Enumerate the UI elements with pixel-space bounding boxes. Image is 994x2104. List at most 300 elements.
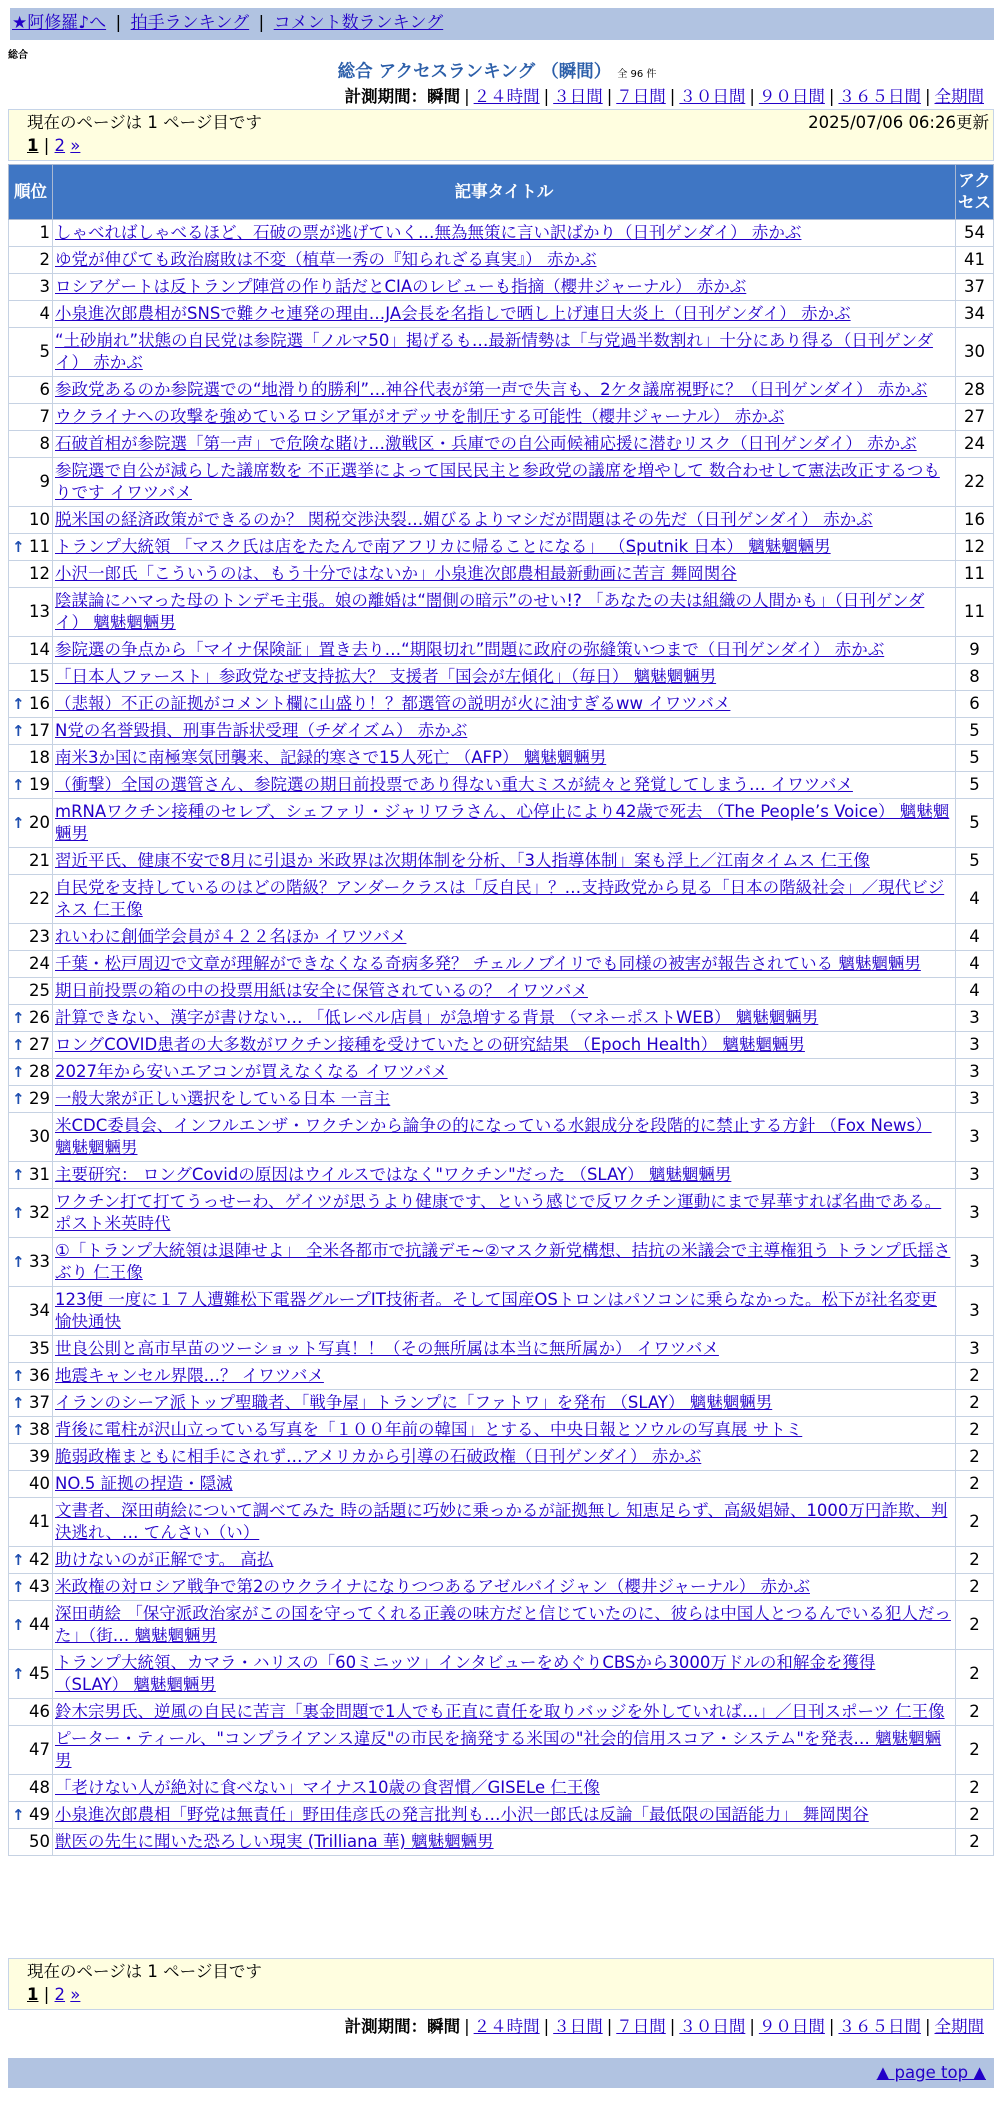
table-row [9,1829,994,1856]
article-link[interactable]: れいわに創価学会員が４２２名ほか イワツバメ [55,927,407,946]
period-option-link[interactable]: ９０日間 [758,2017,825,2036]
rank-number: 17 [29,721,50,740]
title-cell [53,1601,956,1650]
title-cell [53,328,956,377]
title-cell [53,1726,956,1775]
access-count: 6 [956,691,994,718]
item-count: 全 96 件 [617,69,657,80]
title-cell [53,1005,956,1032]
article-link[interactable]: “土砂崩れ”状態の自民党は参院選「ノルマ50」掲げるも…最新情勢は「与党過半数割れ」十分にあり得る（日刊ゲンダイ） 赤かぶ [55,331,933,372]
rank-cell [9,458,53,507]
access-count: 2 [956,1498,994,1547]
rank-cell [9,220,53,247]
rank-number: 4 [39,304,50,323]
rank-cell [9,1726,53,1775]
rank-number: 35 [29,1339,50,1358]
rank-up-arrow-icon: ↑ [12,1090,25,1108]
period-separator: | [669,2017,676,2036]
table-row [9,1498,994,1547]
access-count: 2 [956,1726,994,1775]
article-link[interactable]: 世良公則と高市早苗のツーショット写真！！（その無所属は本当に無所属か） イワツバメ [55,1339,719,1358]
title-cell [53,1444,956,1471]
period-current: 瞬間 [427,2017,461,2036]
period-option-link[interactable]: 全期間 [934,87,984,106]
access-count: 4 [956,978,994,1005]
title-cell [53,1498,956,1547]
table-row [9,772,994,799]
article-link[interactable]: 「日本人ファースト」参政党なぜ支持拡大？ 支援者「国会が左傾化」（毎日） 魑魅魍魎男 [55,667,717,686]
access-count: 11 [956,561,994,588]
rank-number: 22 [29,889,50,908]
table-row [9,951,994,978]
period-option-link[interactable]: ２４時間 [473,87,540,106]
period-separator: | [828,87,835,106]
access-count: 3 [956,1059,994,1086]
next-page-link[interactable]: » [70,136,81,155]
rank-up-arrow-icon: ↑ [12,1009,25,1027]
rank-cell [9,1059,53,1086]
article-link[interactable]: 一般大衆が正しい選択をしている日本 一言主 [55,1089,391,1108]
article-link[interactable]: 参院選で自公が減らした議席数を 不正選挙によって国民民主と参政党の議席を増やして 数合わせして憲法改正するつもりです イワツバメ [55,461,940,502]
access-count: 4 [956,875,994,924]
rank-number: 2 [39,250,50,269]
article-link[interactable]: 地震キャンセル界隈…？ イワツバメ [55,1366,324,1385]
table-row [9,691,994,718]
clap-ranking-link[interactable]: 拍手ランキング [130,13,250,33]
comment-ranking-link[interactable]: コメント数ランキング [273,13,444,33]
title-cell [53,1574,956,1601]
title-cell [53,637,956,664]
rank-number: 36 [29,1366,50,1385]
rank-cell [9,875,53,924]
rank-up-arrow-icon: ↑ [12,1204,25,1222]
updated-timestamp: 2025/07/06 06:26更新 [808,113,989,132]
access-count: 9 [956,637,994,664]
title-cell [53,1417,956,1444]
access-count: 30 [956,328,994,377]
title-cell [53,924,956,951]
period-option-link[interactable]: ３日間 [553,87,603,106]
period-separator: | [606,2017,613,2036]
page-top-link[interactable]: ▲ page top ▲ [876,2063,986,2082]
count-column-header: アクセス [956,165,994,220]
rank-up-arrow-icon: ↑ [12,1578,25,1596]
article-link[interactable]: 鈴木宗男氏、逆風の自民に苦言「裏金問題で1人でも正直に責任を取りバッジを外していれば…」／日刊スポーツ 仁王像 [55,1702,945,1721]
rank-up-arrow-icon: ↑ [12,1063,25,1081]
rank-cell [9,561,53,588]
table-row [9,1699,994,1726]
title-cell [53,1059,956,1086]
article-link[interactable]: 文書者、深田萌絵について調べてみた 時の話題に巧妙に乗っかるが証拠無し 知恵足らず、高級娼婦、1000万円詐欺、判決逃れ、… てんさい（い） [55,1501,948,1542]
access-count: 24 [956,431,994,458]
rank-number: 39 [29,1447,50,1466]
table-row [9,328,994,377]
period-separator: | [924,2017,931,2036]
table-row [9,220,994,247]
title-cell [53,951,956,978]
title-cell [53,534,956,561]
access-count: 2 [956,1471,994,1498]
article-link[interactable]: ワクチン打て打てうっせーわ、ゲイツが思うより健康です、という感じで反ワクチン運動にまで昇華すれば名曲である。 ポスト米英時代 [55,1192,942,1233]
table-row [9,1287,994,1336]
title-cell [53,1699,956,1726]
rank-cell [9,534,53,561]
title-cell [53,978,956,1005]
page-2-link[interactable]: 2 [54,136,66,155]
rank-cell [9,1032,53,1059]
article-link[interactable]: 獣医の先生に聞いた恐ろしい現実 (Trilliana 華) 魑魅魍魎男 [55,1832,494,1851]
table-row [9,1417,994,1444]
access-count: 3 [956,1113,994,1162]
rank-up-arrow-icon: ↑ [12,695,25,713]
period-selector-top [345,86,984,108]
rank-cell [9,507,53,534]
rank-number: 6 [39,380,50,399]
access-count: 2 [956,1775,994,1802]
rank-number: 16 [29,694,50,713]
article-link[interactable]: mRNAワクチン接種のセレブ、シェファリ・ジャリワラさん、心停止により42歳で死去 （The People’s Voice） 魑魅魍魎男 [55,802,950,843]
title-cell [53,588,956,637]
access-count: 34 [956,301,994,328]
article-link[interactable]: トランプ大統領 「マスク氏は店をたたんで南アフリカに帰ることになる」 （Sputnik 日本） 魑魅魍魎男 [55,537,831,556]
rank-number: 29 [29,1089,50,1108]
genre-label: 総合 [8,50,28,61]
pager [27,1984,80,2006]
rank-cell [9,1775,53,1802]
table-row [9,1547,994,1574]
article-link[interactable]: 123便 一度に１７人遭難松下電器グループIT技術者。そして国産OSトロンはパソコンに乗らなかった。松下が社名変更 愉快通快 [55,1290,937,1331]
rank-cell [9,1417,53,1444]
rank-cell [9,1829,53,1856]
title-cell [53,1287,956,1336]
title-cell [53,691,956,718]
access-count: 3 [956,1005,994,1032]
period-separator: | [606,87,613,106]
rank-number: 43 [29,1577,50,1596]
period-option-link[interactable]: ９０日間 [758,87,825,106]
rank-up-arrow-icon: ↑ [12,1166,25,1184]
rank-up-arrow-icon: ↑ [12,1665,25,1683]
rank-up-arrow-icon: ↑ [12,1253,25,1271]
article-link[interactable]: ロングCOVID患者の大多数がワクチン接種を受けていたとの研究結果 （Epoch Health） 魑魅魍魎男 [55,1035,805,1054]
table-row [9,588,994,637]
rank-number: 46 [29,1702,50,1721]
period-separator: | [749,87,755,106]
rank-up-arrow-icon: ↑ [12,538,25,556]
access-count: 11 [956,588,994,637]
period-option-link[interactable]: ７日間 [616,87,666,106]
period-option-link[interactable]: ３日間 [553,2017,603,2036]
article-link[interactable]: 小泉進次郎農相がSNSで難クセ連発の理由…JA会長を名指しで晒し上げ連日大炎上（日刊ゲンダイ） 赤かぶ [55,304,851,323]
page-1-current: 1 [27,136,39,155]
current-page-text: 現在のページは 1 ページ目です [27,1962,262,1981]
rank-cell [9,951,53,978]
table-row [9,377,994,404]
access-count: 3 [956,1032,994,1059]
article-link[interactable]: 千葉・松戸周辺で文章が理解ができなくなる奇病多発？ チェルノブイリでも同様の被害が報告されている 魑魅魍魎男 [55,954,921,973]
article-link[interactable]: 小沢一郎氏「こういうのは、もう十分ではないか」小泉進次郎農相最新動画に苦言 舞岡関谷 [55,564,737,583]
table-row [9,1775,994,1802]
pager-sep: | [43,136,50,155]
access-count: 27 [956,404,994,431]
table-row [9,301,994,328]
access-count: 3 [956,1287,994,1336]
access-count: 41 [956,247,994,274]
period-separator: | [543,2017,550,2036]
table-row [9,561,994,588]
period-selector-bottom [345,2016,984,2038]
article-link[interactable]: 主要研究： ロングCovidの原因はウイルスではなく"ワクチン"だった （SLAY） 魑魅魍魎男 [55,1165,732,1184]
article-link[interactable]: 習近平氏、健康不安で8月に引退か 米政界は次期体制を分析、「3人指導体制」案も浮上／江南タイムス 仁王像 [55,851,870,870]
table-row [9,1601,994,1650]
title-cell [53,848,956,875]
pager-sep: | [43,1985,50,2004]
access-count: 37 [956,274,994,301]
article-link[interactable]: 参院選の争点から「マイナ保険証」置き去り…“期限切れ”問題に政府の弥縫策いつまで（日刊ゲンダイ） 赤かぶ [55,640,885,659]
rank-number: 38 [29,1420,50,1439]
article-link[interactable]: 小泉進次郎農相「野党は無責任」野田佳彦氏の発言批判も…小沢一郎氏は反論「最低限の国語能力」 舞岡関谷 [55,1805,869,1824]
title-cell [53,507,956,534]
title-cell [53,1238,956,1287]
article-link[interactable]: 脱米国の経済政策ができるのか？ 関税交渉決裂…媚びるよりマシだが問題はその先だ（日刊ゲンダイ） 赤かぶ [55,510,873,529]
rank-number: 12 [29,564,50,583]
period-option-link[interactable]: ３６５日間 [838,87,921,106]
table-row [9,1574,994,1601]
rank-cell [9,637,53,664]
footer-band [8,2058,994,2088]
title-cell [53,1032,956,1059]
article-link[interactable]: 石破首相が参院選「第一声」で危険な賭け…激戦区・兵庫での自公両候補応援に潜むリスク（日刊ゲンダイ） 赤かぶ [55,434,917,453]
period-option-link[interactable]: ３６５日間 [838,2017,921,2036]
article-link[interactable]: ロシアゲートは反トランプ陣営の作り話だとCIAのレビューも指摘（櫻井ジャーナル） 赤かぶ [55,277,747,296]
table-row [9,1726,994,1775]
table-row [9,1059,994,1086]
title-cell [53,1802,956,1829]
rank-cell [9,1005,53,1032]
title-cell [53,799,956,848]
rank-number: 33 [29,1252,50,1271]
access-count: 54 [956,220,994,247]
rank-number: 10 [29,510,50,529]
period-separator: | [669,87,676,106]
article-link[interactable]: 陰謀論にハマった母のトンデモ主張。娘の離婚は“闇側の暗示”のせい!? 「あなたの夫は組織の人間かも」（日刊ゲンダイ） 魑魅魍魎男 [55,591,925,632]
article-link[interactable]: 米CDC委員会、インフルエンザ・ワクチンから論争の的になっている水銀成分を段階的に禁止する方針 （Fox News） 魑魅魍魎男 [55,1116,932,1157]
article-link[interactable]: 期日前投票の箱の中の投票用紙は安全に保管されているの？ イワツバメ [55,981,588,1000]
rank-number: 40 [29,1474,50,1493]
title-cell [53,1829,956,1856]
rank-number: 5 [39,342,50,361]
rank-number: 48 [29,1778,50,1797]
table-header-row [9,165,994,220]
article-link[interactable]: 参政党あるのか参院選での“地滑り的勝利”…神谷代表が第一声で失言も、2ケタ議席視野に？（日刊ゲンダイ） 赤かぶ [55,380,928,399]
article-link[interactable]: 「老けない人が絶対に食べない」マイナス10歳の食習慣／GISELe 仁王像 [55,1778,600,1797]
rank-up-arrow-icon: ↑ [12,1036,25,1054]
rank-up-arrow-icon: ↑ [12,814,25,832]
table-row [9,458,994,507]
rank-up-arrow-icon: ↑ [12,776,25,794]
table-row [9,745,994,772]
table-row [9,1390,994,1417]
article-link[interactable]: NO.5 証拠の捏造・隠滅 [55,1474,233,1493]
rank-number: 19 [29,775,50,794]
rank-up-arrow-icon: ↑ [12,1806,25,1824]
table-row [9,1336,994,1363]
table-row [9,1113,994,1162]
rank-number: 3 [39,277,50,296]
article-link[interactable]: （衝撃）全国の選管さん、参院選の期日前投票であり得ない重大ミスが続々と発覚してしまう… イワツバメ [55,775,853,794]
access-count: 3 [956,1162,994,1189]
article-link[interactable]: しゃべればしゃべるほど、石破の票が逃げていく…無為無策に言い訳ばかり（日刊ゲンダイ） 赤かぶ [55,223,802,242]
rank-cell [9,1574,53,1601]
rank-cell [9,404,53,431]
article-link[interactable]: 2027年から安いエアコンが買えなくなる イワツバメ [55,1062,448,1081]
title-cell [53,247,956,274]
rank-number: 28 [29,1062,50,1081]
period-label: 計測期間： [344,2017,428,2036]
period-option-link[interactable]: ７日間 [616,2017,666,2036]
access-count: 4 [956,924,994,951]
rank-number: 8 [39,434,50,453]
access-count: 3 [956,1086,994,1113]
article-link[interactable]: 背後に電柱が沢山立っている写真を「１００年前の韓国」とする、中央日報とソウルの写真展 サトミ [55,1420,803,1439]
rank-cell [9,1802,53,1829]
title-cell [53,561,956,588]
article-link[interactable]: （悲報）不正の証拠がコメント欄に山盛り！？都選管の説明が火に油すぎるww イワツバメ [55,694,731,713]
pagination-panel-bottom [8,1958,994,2010]
period-current: 瞬間 [427,87,461,106]
access-count: 5 [956,799,994,848]
article-link[interactable]: 助けないのが正解です。 高払 [55,1550,274,1569]
title-cell [53,772,956,799]
table-row [9,875,994,924]
article-link[interactable]: 南米3か国に南極寒気団襲来、記録的寒さで15人死亡 （AFP） 魑魅魍魎男 [55,748,607,767]
rank-cell [9,1650,53,1699]
title-cell [53,377,956,404]
access-count: 2 [956,1547,994,1574]
period-option-link[interactable]: ２４時間 [473,2017,540,2036]
page-2-link[interactable]: 2 [54,1985,66,2004]
pagination-panel-top [8,109,994,161]
article-link[interactable]: 自民党を支持しているのはどの階級？アンダークラスは「反自民」？…支持政党から見る「日本の階級社会」／現代ビジネス 仁王像 [55,878,945,919]
rank-up-arrow-icon: ↑ [12,1551,25,1569]
access-count: 5 [956,772,994,799]
rank-number: 34 [29,1301,50,1320]
article-link[interactable]: 米政権の対ロシア戦争で第2のウクライナになりつつあるアゼルバイジャン（櫻井ジャーナル） 赤かぶ [55,1577,810,1596]
rank-number: 24 [29,954,50,973]
article-link[interactable]: ①「トランプ大統領は退陣せよ」 全米各都市で抗議デモ~②マスク新党構想、拮抗の米議会で主導権狙う トランプ氏揺さぶり 仁王像 [55,1241,951,1282]
period-option-link[interactable]: ３０日間 [679,87,746,106]
next-page-link[interactable]: » [70,1985,81,2004]
rank-cell [9,274,53,301]
table-row [9,404,994,431]
rank-number: 37 [29,1393,50,1412]
rank-cell [9,301,53,328]
rank-number: 49 [29,1805,50,1824]
access-count: 3 [956,1238,994,1287]
access-count: 4 [956,951,994,978]
access-count: 8 [956,664,994,691]
rank-up-arrow-icon: ↑ [12,1367,25,1385]
title-cell [53,718,956,745]
title-cell [53,301,956,328]
rank-number: 26 [29,1008,50,1027]
rank-number: 15 [29,667,50,686]
article-link[interactable]: 脆弱政権まともに相手にされず…アメリカから引導の石破政権（日刊ゲンダイ） 赤かぶ [55,1447,702,1466]
article-link[interactable]: 深田萌絵 「保守派政治家がこの国を守ってくれる正義の味方だと信じていたのに、彼らは中国人とつるんでいる犯人だった」（街… 魑魅魍魎男 [55,1604,951,1645]
title-cell [53,1162,956,1189]
access-count: 5 [956,745,994,772]
rank-number: 18 [29,748,50,767]
access-count: 2 [956,1417,994,1444]
rank-cell [9,1699,53,1726]
article-link[interactable]: ピーター・ティール、"コンプライアンス違反"の市民を摘発する米国の"社会的信用スコア・システム"を発表… 魑魅魍魎男 [55,1729,942,1770]
title-cell [53,664,956,691]
rank-column-header: 順位 [9,165,53,220]
access-count: 28 [956,377,994,404]
home-link[interactable]: ★阿修羅♪へ [12,13,107,33]
title-cell [53,458,956,507]
article-link[interactable]: 計算できない、漢字が書けない… 「低レベル店員」が急増する背景 （マネーポストWEB） 魑魅魍魎男 [55,1008,819,1027]
table-row [9,1650,994,1699]
rank-number: 50 [29,1832,50,1851]
rank-cell [9,1287,53,1336]
title-cell [53,1390,956,1417]
period-option-link[interactable]: ３０日間 [679,2017,746,2036]
table-row [9,1005,994,1032]
table-row [9,924,994,951]
rank-number: 25 [29,981,50,1000]
title-cell [53,875,956,924]
access-count: 5 [956,848,994,875]
article-link[interactable]: イランのシーア派トップ聖職者、「戦争屋」トランプに「ファトワ」を発布 （SLAY） 魑魅魍魎男 [55,1393,773,1412]
table-row [9,1444,994,1471]
rank-number: 11 [29,537,50,556]
title-cell [53,1547,956,1574]
rank-cell [9,772,53,799]
table-row [9,274,994,301]
title-cell [53,1363,956,1390]
access-count: 12 [956,534,994,561]
rank-cell [9,1601,53,1650]
rank-cell [9,1162,53,1189]
rank-number: 13 [29,602,50,621]
rank-cell [9,691,53,718]
access-count: 22 [956,458,994,507]
rank-number: 45 [29,1664,50,1683]
table-row [9,1238,994,1287]
article-link[interactable]: ウクライナへの攻撃を強めているロシア軍がオデッサを制圧する可能性（櫻井ジャーナル） 赤かぶ [55,407,785,426]
period-separator: | [464,87,470,106]
title-cell [53,431,956,458]
nav-separator: | [258,13,265,33]
title-cell [53,1113,956,1162]
access-count: 2 [956,1699,994,1726]
title-cell [53,1086,956,1113]
title-cell [53,404,956,431]
access-count: 3 [956,1189,994,1238]
period-option-link[interactable]: 全期間 [934,2017,984,2036]
article-link[interactable]: N党の名誉毀損、刑事告訴状受理（チダイズム） 赤かぶ [55,721,468,740]
article-link[interactable]: ゆ党が伸びても政治腐敗は不変（植草一秀の『知られざる真実』） 赤かぶ [55,250,597,269]
rank-cell [9,1390,53,1417]
rank-cell [9,431,53,458]
access-count: 3 [956,1336,994,1363]
article-link[interactable]: トランプ大統領、カマラ・ハリスの「60ミニッツ」インタビューをめぐりCBSから3000万ドルの和解金を獲得 （SLAY） 魑魅魍魎男 [55,1653,876,1694]
period-separator: | [924,87,931,106]
title-cell [53,1471,956,1498]
rank-cell [9,1498,53,1547]
access-count: 2 [956,1601,994,1650]
